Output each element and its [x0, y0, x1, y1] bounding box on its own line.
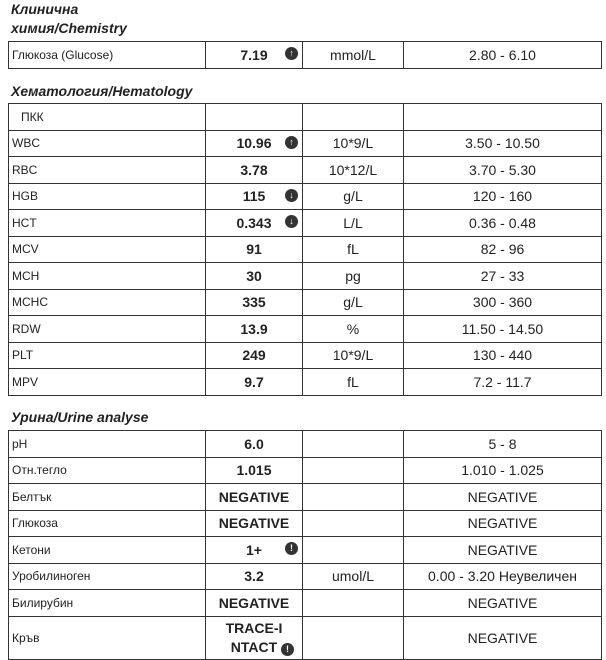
test-value-text: 3.2	[244, 568, 264, 585]
test-name	[9, 537, 206, 564]
test-unit	[303, 157, 404, 184]
reference-range-text: 82 - 96	[480, 241, 525, 258]
reference-range-text: 0.36 - 0.48	[469, 214, 536, 231]
chemistry-table	[8, 41, 602, 69]
reference-range-text: 11.50 - 14.50	[461, 320, 544, 337]
test-name-text: Билирубин	[12, 595, 74, 610]
test-name-text: pH	[12, 436, 28, 451]
reference-range	[404, 563, 602, 590]
test-value	[206, 342, 303, 369]
reference-range	[404, 431, 602, 458]
test-value-text: 6.0	[244, 435, 264, 452]
reference-range	[404, 590, 602, 617]
test-name	[9, 510, 206, 537]
urine-title: Урина/Urine analyse	[11, 409, 149, 425]
reference-range-text: 130 - 440	[472, 347, 533, 364]
test-value	[206, 537, 303, 564]
test-value-text: 10.96	[236, 135, 272, 152]
test-unit-text: fL	[347, 373, 359, 390]
test-value	[206, 431, 303, 458]
table-row	[9, 563, 602, 590]
test-name-text: HCT	[12, 215, 37, 230]
table-row	[9, 183, 602, 210]
test-value-text: 3.78	[240, 161, 268, 178]
reference-range	[404, 616, 602, 659]
test-unit	[303, 263, 404, 290]
test-unit-text: L/L	[343, 214, 363, 231]
reference-range	[404, 369, 602, 396]
test-value	[206, 457, 303, 484]
test-unit	[303, 236, 404, 263]
test-value	[206, 369, 303, 396]
chemistry-title-line2: химия/Chemistry	[11, 20, 127, 36]
test-name	[9, 130, 206, 157]
reference-range-text: 0.00 - 3.20 Неувеличен	[428, 568, 577, 585]
test-name	[9, 157, 206, 184]
reference-range-text: 7.2 - 11.7	[473, 373, 532, 390]
test-unit-text: pg	[345, 267, 361, 284]
test-name-text: MCH	[12, 268, 40, 283]
test-value	[206, 316, 303, 343]
test-unit-text: umol/L	[331, 568, 375, 585]
test-name	[9, 236, 206, 263]
test-unit	[303, 289, 404, 316]
test-name	[9, 590, 206, 617]
test-name	[9, 183, 206, 210]
test-value	[206, 236, 303, 263]
test-unit-text: fL	[347, 241, 359, 258]
test-unit	[303, 210, 404, 237]
test-value	[206, 590, 303, 617]
reference-range-text: NEGATIVE	[467, 629, 538, 646]
reference-range	[404, 130, 602, 157]
test-value	[206, 130, 303, 157]
test-value	[206, 616, 303, 659]
test-name-text: Глюкоза (Glucose)	[12, 47, 114, 62]
reference-range	[404, 289, 602, 316]
test-name	[9, 563, 206, 590]
test-name	[9, 316, 206, 343]
reference-range	[404, 537, 602, 564]
test-unit-text: 10*9/L	[332, 135, 374, 152]
reference-range	[404, 316, 602, 343]
table-row	[9, 457, 602, 484]
test-value-text: 9.7	[244, 373, 264, 390]
reference-range	[404, 236, 602, 263]
test-value-text: 335	[242, 294, 266, 311]
test-unit-text: g/L	[343, 188, 363, 205]
table-row	[9, 431, 602, 458]
test-name-text: Белтък	[12, 489, 52, 504]
table-row	[9, 537, 602, 564]
test-value-text: NEGATIVE	[218, 515, 290, 532]
reference-range-text: 1.010 - 1.025	[461, 462, 544, 479]
test-unit	[303, 369, 404, 396]
arrow-down-icon: ↓	[285, 189, 298, 202]
table-row	[9, 236, 602, 263]
test-name	[9, 484, 206, 511]
table-row	[9, 42, 602, 69]
test-name	[9, 289, 206, 316]
test-value-text: 249	[242, 347, 266, 364]
test-name-text: Отн.тегло	[12, 463, 67, 478]
test-value-text: TRACE-INTACT	[225, 619, 283, 655]
reference-range	[404, 342, 602, 369]
test-unit	[303, 342, 404, 369]
test-unit-text: mmol/L	[330, 46, 376, 63]
table-row-group	[9, 104, 602, 131]
test-unit-text: 10*9/L	[332, 347, 374, 364]
test-unit	[303, 457, 404, 484]
test-unit	[303, 484, 404, 511]
test-name-text: HGB	[12, 189, 39, 204]
test-value	[206, 484, 303, 511]
test-unit	[303, 431, 404, 458]
hematology-title: Хематология/Hematology	[11, 83, 193, 99]
test-unit-text: %	[346, 320, 360, 337]
test-unit	[303, 563, 404, 590]
test-name-text: MPV	[12, 374, 39, 389]
reference-range-text: NEGATIVE	[467, 488, 538, 505]
reference-range-text: 2.80 - 6.10	[469, 46, 536, 63]
test-value	[206, 42, 303, 69]
reference-range	[404, 183, 602, 210]
table-row	[9, 210, 602, 237]
test-value	[206, 563, 303, 590]
test-name-text: Глюкоза	[12, 516, 58, 531]
test-value-text: 115	[242, 188, 266, 205]
test-value-text: 30	[246, 267, 262, 284]
test-name	[9, 42, 206, 69]
test-unit	[303, 183, 404, 210]
table-row	[9, 316, 602, 343]
reference-range	[404, 510, 602, 537]
test-name	[9, 342, 206, 369]
reference-range-text: 5 - 8	[488, 435, 517, 452]
test-value-text: 1.015	[236, 462, 272, 479]
test-value-text: 13.9	[240, 320, 268, 337]
test-name	[9, 210, 206, 237]
table-row	[9, 510, 602, 537]
test-value	[206, 157, 303, 184]
table-row	[9, 369, 602, 396]
test-value	[206, 183, 303, 210]
reference-range-text: NEGATIVE	[467, 515, 538, 532]
reference-range-text: NEGATIVE	[467, 594, 538, 611]
table-row	[9, 263, 602, 290]
test-unit	[303, 616, 404, 659]
test-unit-text: g/L	[343, 294, 363, 311]
table-row	[9, 289, 602, 316]
arrow-up-icon: ↑	[285, 136, 298, 149]
test-value	[206, 510, 303, 537]
test-name-text: Уробилиноген	[12, 569, 91, 584]
test-name-text: RBC	[12, 162, 38, 177]
test-name-text: RDW	[12, 321, 41, 336]
reference-range	[404, 210, 602, 237]
test-name	[9, 263, 206, 290]
test-value	[206, 210, 303, 237]
test-name	[9, 369, 206, 396]
reference-range	[404, 157, 602, 184]
table-row	[9, 590, 602, 617]
test-value-text: NEGATIVE	[218, 488, 290, 505]
chemistry-title-line1: Клинична	[11, 1, 79, 17]
test-name-text: WBC	[12, 136, 40, 151]
test-unit	[303, 590, 404, 617]
test-name-text: PLT	[12, 348, 34, 363]
test-name-text: MCHC	[12, 295, 48, 310]
test-value-text: 0.343	[236, 214, 272, 231]
test-name-text: MCV	[12, 242, 39, 257]
test-unit	[303, 537, 404, 564]
test-value-text: 1+	[246, 541, 262, 558]
reference-range	[404, 263, 602, 290]
test-unit	[303, 130, 404, 157]
test-unit	[303, 42, 404, 69]
test-name-text: Кетони	[12, 542, 51, 557]
table-row	[9, 616, 602, 659]
reference-range	[404, 42, 602, 69]
reference-range-text: 120 - 160	[472, 188, 533, 205]
test-name-text: Кръв	[12, 630, 40, 645]
test-name	[9, 616, 206, 659]
test-unit	[303, 316, 404, 343]
reference-range-text: 300 - 360	[472, 294, 533, 311]
reference-range-text: NEGATIVE	[467, 541, 538, 558]
test-name	[9, 431, 206, 458]
test-value-text: 91	[246, 241, 262, 258]
arrow-up-icon: ↑	[285, 47, 298, 60]
test-unit	[303, 510, 404, 537]
urine-table	[8, 430, 602, 660]
reference-range	[404, 484, 602, 511]
alert-icon: !	[281, 643, 294, 656]
table-row	[9, 342, 602, 369]
table-row	[9, 484, 602, 511]
reference-range-text: 27 - 33	[480, 267, 525, 284]
arrow-down-icon: ↓	[285, 215, 298, 228]
alert-icon: !	[285, 542, 298, 555]
reference-range-text: 3.70 - 5.30	[469, 161, 536, 178]
test-unit-text: 10*12/L	[328, 161, 378, 178]
reference-range	[404, 457, 602, 484]
hematology-table	[8, 103, 602, 396]
test-value-text: 7.19	[240, 46, 268, 63]
test-value	[206, 289, 303, 316]
reference-range-text: 3.50 - 10.50	[465, 135, 540, 152]
test-value	[206, 263, 303, 290]
table-row	[9, 157, 602, 184]
test-value-text: NEGATIVE	[218, 594, 290, 611]
group-label: ПКК	[9, 104, 206, 131]
test-name	[9, 457, 206, 484]
table-row	[9, 130, 602, 157]
